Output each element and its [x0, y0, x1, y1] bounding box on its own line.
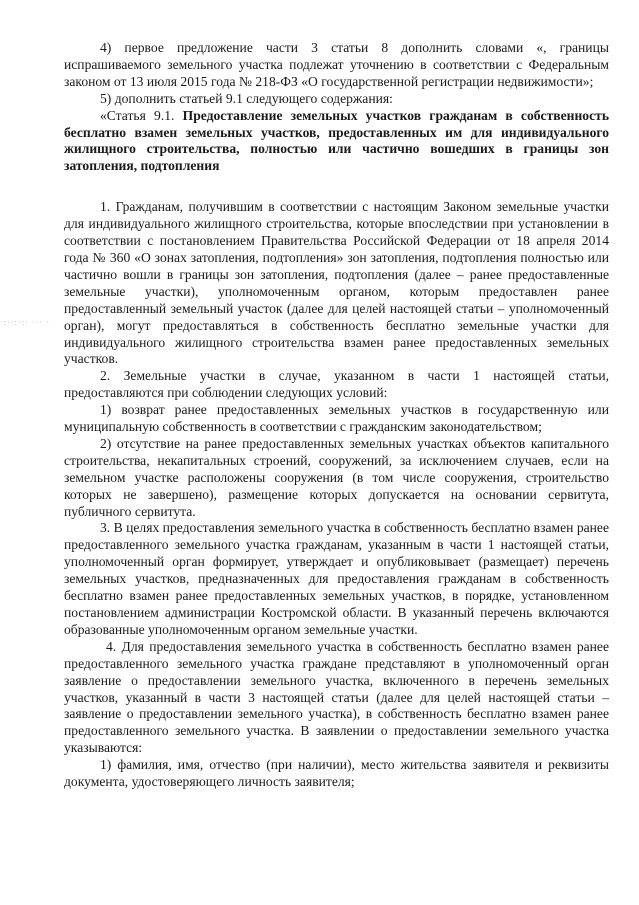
- paragraph-2-item-1: 1) возврат ранее предоставленных земельных участков в государственную или муниципальную собственность в соответствии с гражданским законодательством;: [64, 402, 609, 435]
- article-heading: [64, 108, 609, 176]
- paragraph-4-item-1: 1) фамилия, имя, отчество (при наличии), место жительства заявителя и реквизиты документа, удостоверяющего личность заявителя;: [64, 757, 609, 790]
- article-number: «Статья 9.1.: [100, 107, 175, 123]
- paragraph-4: 4. Для предоставления земельного участка в собственность бесплатно взамен ранее предоставленного земельного участка граждане представляют в уполномоченный орган заявление о предоставлении земельного участка, включенного в перечень земельных участков, указанный в части 3 настоящей статьи (далее для целей настоящей статьи – заявление о предоставлении земельного участка), в собственность бесплатно взамен ранее предоставленного земельного участка. В заявлении о предоставлении земельного участка указываются:: [64, 638, 609, 756]
- paragraph-1: 1. Гражданам, получившим в соответствии с настоящим Законом земельные участки для индивидуального жилищного строительства, которые впоследствии при установлении в соответствии с постановлением Правительства Российской Федерации от 18 апреля 2014 года № 360 «О зонах затопления, подтопления» зон затопления, подтопления полностью или частично вошли в границы зон затопления, подтопления (далее – ранее предоставленные земельные участки), уполномоченным органом, которым предоставлен ранее предоставленный земельный участок (далее для целей настоящей статьи – уполномоченный орган), могут предоставляться в собственность бесплатно земельные участки для индивидуального жилищного строительства взамен ранее предоставленных земельных участков.: [64, 199, 609, 367]
- amendment-item-5: 5) дополнить статьей 9.1 следующего содержания:: [100, 90, 393, 106]
- paragraph-2: 2. Земельные участки в случае, указанном в части 1 настоящей статьи, предоставляются при соблюдении следующих условий:: [64, 368, 609, 401]
- paragraph-2-item-2: 2) отсутствие на ранее предоставленных земельных участках объектов капитального строительства, некапитальных строений, сооружений, за исключением случаев, если на земельном участке расположены сооружения (в том числе сооружения, строительство которых не завершено), размещение которых допускается на основании сервитута, публичного сервитута.: [64, 435, 609, 519]
- amendment-item-4: 4) первое предложение части 3 статьи 8 дополнить словами «, границы испрашиваемого земельного участка подлежат уточнению в соответствии с Федеральным законом от 13 июля 2015 года № 218-ФЗ «О государственной регистрации недвижимости»;: [64, 40, 609, 89]
- article-title: Предоставление земельных участков гражданам в собственность бесплатно взамен земельных участков, предоставленных им для индивидуального жилищного строительства, полностью или частично вошедших в границы зон затопления, подтопления: [64, 107, 610, 174]
- spacer: [64, 175, 609, 199]
- document-page: [64, 40, 609, 791]
- paragraph-3: 3. В целях предоставления земельного участка в собственность бесплатно взамен ранее предоставленного земельного участка гражданам, указанным в части 1 настоящей статьи, уполномоченный орган формирует, утверждает и опубликовывает (размещает) перечень земельных участков, предназначенных для предоставления гражданам в собственность бесплатно взамен ранее предоставленных земельных участков, в порядке, установленном постановлением администрации Костромской области. В указанный перечень включаются образованные уполномоченным органом земельные участки.: [64, 520, 609, 637]
- margin-stamp-mark: ·:··:·:· ··· ·: [0, 318, 51, 327]
